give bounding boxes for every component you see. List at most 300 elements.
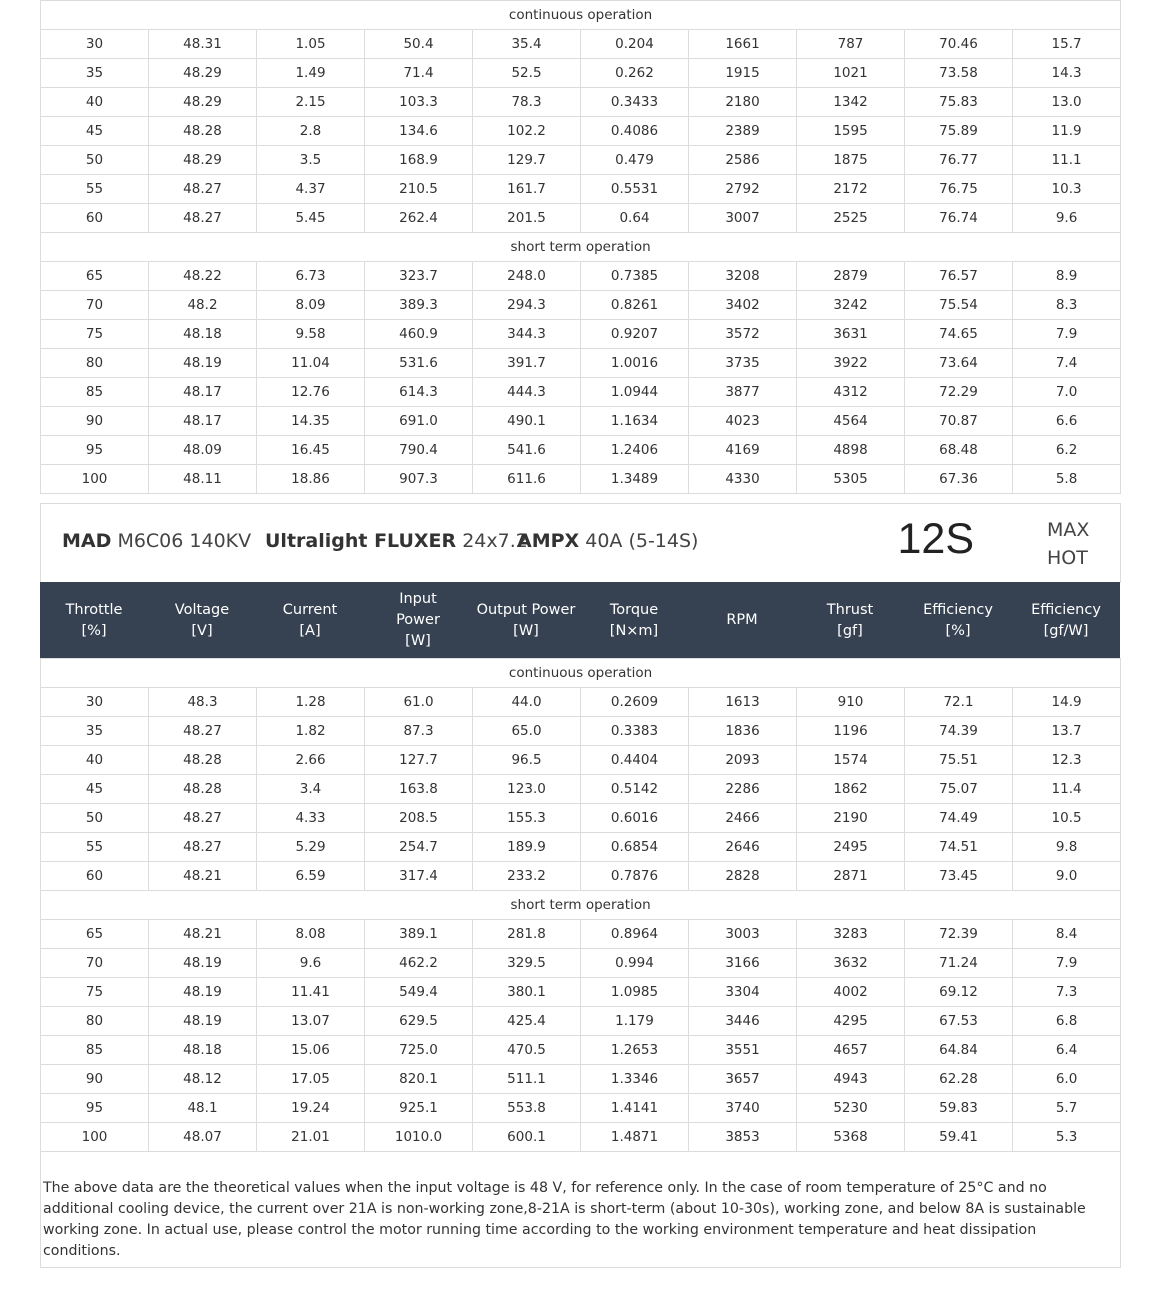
table-cell: 470.5 bbox=[473, 1036, 581, 1065]
table-cell: 7.0 bbox=[1013, 378, 1121, 407]
table-cell: 553.8 bbox=[473, 1094, 581, 1123]
table-cell: 629.5 bbox=[365, 1007, 473, 1036]
table-cell: 0.6854 bbox=[581, 833, 689, 862]
table-cell: 0.4404 bbox=[581, 746, 689, 775]
table-cell: 2466 bbox=[689, 804, 797, 833]
table-row bbox=[41, 833, 1121, 862]
table-cell: 76.57 bbox=[905, 262, 1013, 291]
table-cell: 0.479 bbox=[581, 146, 689, 175]
column-header-line: Current bbox=[282, 601, 338, 618]
column-header-line: Input bbox=[399, 591, 437, 607]
table-cell: 72.39 bbox=[905, 920, 1013, 949]
table-cell: 65 bbox=[41, 920, 149, 949]
table-cell: 163.8 bbox=[365, 775, 473, 804]
table-cell: 14.9 bbox=[1013, 688, 1121, 717]
table-cell: 1.179 bbox=[581, 1007, 689, 1036]
lower-data-table bbox=[40, 658, 1121, 1152]
column-header bbox=[688, 582, 796, 659]
table-cell: 13.07 bbox=[257, 1007, 365, 1036]
table-row bbox=[41, 920, 1121, 949]
table-cell: 11.4 bbox=[1013, 775, 1121, 804]
table-cell: 65 bbox=[41, 262, 149, 291]
note-box bbox=[40, 1152, 1121, 1268]
motor-brand: MAD bbox=[62, 530, 112, 552]
table-cell: 1.4871 bbox=[581, 1123, 689, 1152]
column-header bbox=[904, 582, 1012, 659]
table-cell: 444.3 bbox=[473, 378, 581, 407]
table-cell: 80 bbox=[41, 1007, 149, 1036]
table-row bbox=[41, 30, 1121, 59]
table-cell: 6.0 bbox=[1013, 1065, 1121, 1094]
table-cell: 48.2 bbox=[149, 291, 257, 320]
table-cell: 317.4 bbox=[365, 862, 473, 891]
section-label: short term operation bbox=[41, 233, 1121, 262]
table-cell: 76.74 bbox=[905, 204, 1013, 233]
column-header-line: [%] bbox=[945, 622, 971, 639]
table-cell: 12.76 bbox=[257, 378, 365, 407]
table-cell: 4312 bbox=[797, 378, 905, 407]
column-header bbox=[796, 582, 904, 659]
table-cell: 48.09 bbox=[149, 436, 257, 465]
table-cell: 389.1 bbox=[365, 920, 473, 949]
section-label: continuous operation bbox=[41, 659, 1121, 688]
table-cell: 18.86 bbox=[257, 465, 365, 494]
table-cell: 1574 bbox=[797, 746, 905, 775]
table-cell: 0.7876 bbox=[581, 862, 689, 891]
table-cell: 4295 bbox=[797, 1007, 905, 1036]
section-row bbox=[41, 659, 1121, 688]
upper-data-table bbox=[40, 0, 1121, 494]
table-row bbox=[41, 262, 1121, 291]
table-cell: 134.6 bbox=[365, 117, 473, 146]
table-cell: 73.45 bbox=[905, 862, 1013, 891]
table-cell: 72.1 bbox=[905, 688, 1013, 717]
column-header-line: [gf] bbox=[837, 622, 863, 639]
column-header-line: [N×m] bbox=[609, 622, 659, 639]
table-cell: 50.4 bbox=[365, 30, 473, 59]
table-cell: 11.04 bbox=[257, 349, 365, 378]
table-row bbox=[41, 320, 1121, 349]
table-cell: 13.0 bbox=[1013, 88, 1121, 117]
table-cell: 129.7 bbox=[473, 146, 581, 175]
table-cell: 8.4 bbox=[1013, 920, 1121, 949]
table-cell: 9.0 bbox=[1013, 862, 1121, 891]
propeller-brand: Ultralight FLUXER bbox=[265, 530, 457, 552]
table-row bbox=[41, 804, 1121, 833]
table-cell: 790.4 bbox=[365, 436, 473, 465]
table-cell: 0.8964 bbox=[581, 920, 689, 949]
table-cell: 48.21 bbox=[149, 862, 257, 891]
table-cell: 50 bbox=[41, 804, 149, 833]
table-cell: 72.29 bbox=[905, 378, 1013, 407]
column-header bbox=[472, 582, 580, 659]
table-cell: 1862 bbox=[797, 775, 905, 804]
table-cell: 48.27 bbox=[149, 804, 257, 833]
column-header-row bbox=[40, 582, 1120, 659]
table-cell: 96.5 bbox=[473, 746, 581, 775]
table-cell: 0.7385 bbox=[581, 262, 689, 291]
table-cell: 2190 bbox=[797, 804, 905, 833]
table-cell: 2525 bbox=[797, 204, 905, 233]
table-cell: 1836 bbox=[689, 717, 797, 746]
table-cell: 14.3 bbox=[1013, 59, 1121, 88]
table-cell: 75.89 bbox=[905, 117, 1013, 146]
table-cell: 6.6 bbox=[1013, 407, 1121, 436]
column-header-line: Torque bbox=[609, 601, 659, 618]
table-cell: 60 bbox=[41, 204, 149, 233]
table-cell: 123.0 bbox=[473, 775, 581, 804]
table-cell: 3631 bbox=[797, 320, 905, 349]
table-cell: 2172 bbox=[797, 175, 905, 204]
table-cell: 95 bbox=[41, 1094, 149, 1123]
footnote: The above data are the theoretical values when the input voltage is 48 V, for reference only. In the case of room temperature of 25°C and no additional cooling device, the current over 21A is non-working zone,8-21A is short-term (about 10-30s), working zone, and below 8A is sustainable working zone. In actual use, please control the motor running time according to the working environment temperature and heat dissipation conditions. bbox=[43, 1180, 1086, 1259]
table-cell: 48.3 bbox=[149, 688, 257, 717]
table-row bbox=[41, 204, 1121, 233]
column-header-line: [W] bbox=[405, 633, 431, 649]
table-cell: 1196 bbox=[797, 717, 905, 746]
table-cell: 2871 bbox=[797, 862, 905, 891]
table-cell: 2.66 bbox=[257, 746, 365, 775]
table-cell: 70.87 bbox=[905, 407, 1013, 436]
table-cell: 65.0 bbox=[473, 717, 581, 746]
table-cell: 3740 bbox=[689, 1094, 797, 1123]
table-cell: 48.29 bbox=[149, 59, 257, 88]
table-cell: 17.05 bbox=[257, 1065, 365, 1094]
table-cell: 1875 bbox=[797, 146, 905, 175]
table-cell: 45 bbox=[41, 117, 149, 146]
table-cell: 2495 bbox=[797, 833, 905, 862]
table-cell: 511.1 bbox=[473, 1065, 581, 1094]
table-cell: 9.6 bbox=[257, 949, 365, 978]
table-cell: 62.28 bbox=[905, 1065, 1013, 1094]
table-cell: 16.45 bbox=[257, 436, 365, 465]
table-cell: 8.09 bbox=[257, 291, 365, 320]
table-cell: 44.0 bbox=[473, 688, 581, 717]
table-cell: 6.4 bbox=[1013, 1036, 1121, 1065]
table-cell: 2286 bbox=[689, 775, 797, 804]
table-cell: 9.8 bbox=[1013, 833, 1121, 862]
table-cell: 74.65 bbox=[905, 320, 1013, 349]
table-cell: 40 bbox=[41, 746, 149, 775]
table-row bbox=[41, 746, 1121, 775]
esc-brand: AMPX bbox=[517, 530, 580, 552]
table-cell: 210.5 bbox=[365, 175, 473, 204]
table-cell: 67.53 bbox=[905, 1007, 1013, 1036]
table-cell: 8.08 bbox=[257, 920, 365, 949]
table-row bbox=[41, 59, 1121, 88]
table-cell: 233.2 bbox=[473, 862, 581, 891]
table-cell: 3922 bbox=[797, 349, 905, 378]
table-cell: 3007 bbox=[689, 204, 797, 233]
table-row bbox=[41, 465, 1121, 494]
column-header bbox=[364, 582, 472, 659]
table-cell: 3446 bbox=[689, 1007, 797, 1036]
table-cell: 48.19 bbox=[149, 1007, 257, 1036]
table-cell: 168.9 bbox=[365, 146, 473, 175]
table-cell: 6.2 bbox=[1013, 436, 1121, 465]
table-cell: 2828 bbox=[689, 862, 797, 891]
table-cell: 201.5 bbox=[473, 204, 581, 233]
table-cell: 4330 bbox=[689, 465, 797, 494]
table-cell: 13.7 bbox=[1013, 717, 1121, 746]
column-header-line: [%] bbox=[81, 622, 107, 639]
table-cell: 1661 bbox=[689, 30, 797, 59]
table-cell: 10.5 bbox=[1013, 804, 1121, 833]
table-cell: 48.07 bbox=[149, 1123, 257, 1152]
cell-count: 12S bbox=[897, 515, 974, 563]
table-row bbox=[41, 88, 1121, 117]
propeller-spec bbox=[265, 530, 528, 552]
table-cell: 74.39 bbox=[905, 717, 1013, 746]
table-cell: 2.15 bbox=[257, 88, 365, 117]
table-cell: 380.1 bbox=[473, 978, 581, 1007]
table-row bbox=[41, 949, 1121, 978]
column-header bbox=[1012, 582, 1120, 659]
table-cell: 4169 bbox=[689, 436, 797, 465]
table-cell: 391.7 bbox=[473, 349, 581, 378]
table-cell: 35.4 bbox=[473, 30, 581, 59]
table-cell: 1613 bbox=[689, 688, 797, 717]
table-cell: 48.27 bbox=[149, 204, 257, 233]
table-cell: 549.4 bbox=[365, 978, 473, 1007]
table-cell: 48.27 bbox=[149, 717, 257, 746]
table-cell: 3572 bbox=[689, 320, 797, 349]
table-cell: 0.3383 bbox=[581, 717, 689, 746]
section-label: short term operation bbox=[41, 891, 1121, 920]
table-cell: 3283 bbox=[797, 920, 905, 949]
section-row bbox=[41, 1, 1121, 30]
table-cell: 80 bbox=[41, 349, 149, 378]
table-cell: 30 bbox=[41, 688, 149, 717]
table-cell: 8.3 bbox=[1013, 291, 1121, 320]
table-cell: 48.22 bbox=[149, 262, 257, 291]
table-cell: 3304 bbox=[689, 978, 797, 1007]
table-cell: 35 bbox=[41, 717, 149, 746]
table-cell: 14.35 bbox=[257, 407, 365, 436]
table-cell: 75.54 bbox=[905, 291, 1013, 320]
table-cell: 2093 bbox=[689, 746, 797, 775]
table-cell: 0.6016 bbox=[581, 804, 689, 833]
table-cell: 2646 bbox=[689, 833, 797, 862]
table-cell: 50 bbox=[41, 146, 149, 175]
table-cell: 0.994 bbox=[581, 949, 689, 978]
mode-max: MAX bbox=[1047, 519, 1090, 541]
column-header-line: [W] bbox=[513, 622, 539, 639]
table-row bbox=[41, 378, 1121, 407]
table-cell: 925.1 bbox=[365, 1094, 473, 1123]
table-cell: 19.24 bbox=[257, 1094, 365, 1123]
column-header-line: Thrust bbox=[826, 601, 874, 618]
table-cell: 3003 bbox=[689, 920, 797, 949]
table-cell: 48.18 bbox=[149, 320, 257, 349]
table-cell: 2.8 bbox=[257, 117, 365, 146]
table-cell: 2879 bbox=[797, 262, 905, 291]
table-cell: 600.1 bbox=[473, 1123, 581, 1152]
table-cell: 189.9 bbox=[473, 833, 581, 862]
table-cell: 55 bbox=[41, 833, 149, 862]
table-cell: 73.58 bbox=[905, 59, 1013, 88]
table-cell: 3877 bbox=[689, 378, 797, 407]
table-cell: 1915 bbox=[689, 59, 797, 88]
table-cell: 1.2653 bbox=[581, 1036, 689, 1065]
table-cell: 21.01 bbox=[257, 1123, 365, 1152]
table-row bbox=[41, 1065, 1121, 1094]
table-cell: 161.7 bbox=[473, 175, 581, 204]
table-row bbox=[41, 349, 1121, 378]
table-cell: 103.3 bbox=[365, 88, 473, 117]
table-row bbox=[41, 175, 1121, 204]
table-cell: 4564 bbox=[797, 407, 905, 436]
column-header bbox=[148, 582, 256, 659]
table-cell: 1.49 bbox=[257, 59, 365, 88]
table-cell: 59.83 bbox=[905, 1094, 1013, 1123]
table-cell: 4943 bbox=[797, 1065, 905, 1094]
column-header bbox=[256, 582, 364, 659]
table-cell: 76.75 bbox=[905, 175, 1013, 204]
table-cell: 3208 bbox=[689, 262, 797, 291]
table-cell: 85 bbox=[41, 1036, 149, 1065]
table-cell: 614.3 bbox=[365, 378, 473, 407]
table-cell: 820.1 bbox=[365, 1065, 473, 1094]
table-cell: 48.28 bbox=[149, 117, 257, 146]
table-cell: 55 bbox=[41, 175, 149, 204]
table-cell: 5305 bbox=[797, 465, 905, 494]
table-cell: 3632 bbox=[797, 949, 905, 978]
column-header bbox=[40, 582, 148, 659]
table-cell: 3853 bbox=[689, 1123, 797, 1152]
table-cell: 3551 bbox=[689, 1036, 797, 1065]
table-cell: 0.2609 bbox=[581, 688, 689, 717]
table-cell: 11.41 bbox=[257, 978, 365, 1007]
table-cell: 3735 bbox=[689, 349, 797, 378]
table-cell: 48.19 bbox=[149, 949, 257, 978]
table-cell: 64.84 bbox=[905, 1036, 1013, 1065]
table-cell: 1.28 bbox=[257, 688, 365, 717]
table-cell: 1.1634 bbox=[581, 407, 689, 436]
table-cell: 7.4 bbox=[1013, 349, 1121, 378]
table-row bbox=[41, 1094, 1121, 1123]
table-cell: 323.7 bbox=[365, 262, 473, 291]
section-label: continuous operation bbox=[41, 1, 1121, 30]
table-cell: 2180 bbox=[689, 88, 797, 117]
table-cell: 75.51 bbox=[905, 746, 1013, 775]
table-cell: 2389 bbox=[689, 117, 797, 146]
table-cell: 76.77 bbox=[905, 146, 1013, 175]
table-cell: 6.59 bbox=[257, 862, 365, 891]
table-cell: 0.64 bbox=[581, 204, 689, 233]
table-row bbox=[41, 1007, 1121, 1036]
table-cell: 100 bbox=[41, 465, 149, 494]
table-cell: 7.3 bbox=[1013, 978, 1121, 1007]
table-cell: 48.27 bbox=[149, 175, 257, 204]
table-cell: 75 bbox=[41, 978, 149, 1007]
table-cell: 70 bbox=[41, 291, 149, 320]
table-cell: 67.36 bbox=[905, 465, 1013, 494]
table-cell: 75 bbox=[41, 320, 149, 349]
table-cell: 0.9207 bbox=[581, 320, 689, 349]
table-cell: 155.3 bbox=[473, 804, 581, 833]
table-cell: 3402 bbox=[689, 291, 797, 320]
table-cell: 5.29 bbox=[257, 833, 365, 862]
table-cell: 48.29 bbox=[149, 146, 257, 175]
table-cell: 90 bbox=[41, 1065, 149, 1094]
column-header bbox=[580, 582, 688, 659]
table-cell: 48.11 bbox=[149, 465, 257, 494]
table-cell: 9.58 bbox=[257, 320, 365, 349]
operating-modes bbox=[1047, 516, 1089, 572]
table-cell: 460.9 bbox=[365, 320, 473, 349]
table-cell: 90 bbox=[41, 407, 149, 436]
table-cell: 4.33 bbox=[257, 804, 365, 833]
table-cell: 48.28 bbox=[149, 775, 257, 804]
table-cell: 48.18 bbox=[149, 1036, 257, 1065]
section-row bbox=[41, 233, 1121, 262]
table-cell: 75.83 bbox=[905, 88, 1013, 117]
esc-model: 40A (5-14S) bbox=[585, 530, 699, 552]
table-cell: 48.31 bbox=[149, 30, 257, 59]
table-cell: 61.0 bbox=[365, 688, 473, 717]
table-cell: 0.5531 bbox=[581, 175, 689, 204]
table-cell: 70 bbox=[41, 949, 149, 978]
table-cell: 48.17 bbox=[149, 407, 257, 436]
table-row bbox=[41, 146, 1121, 175]
table-cell: 12.3 bbox=[1013, 746, 1121, 775]
table-cell: 5368 bbox=[797, 1123, 905, 1152]
table-row bbox=[41, 775, 1121, 804]
table-cell: 3.4 bbox=[257, 775, 365, 804]
table-cell: 2792 bbox=[689, 175, 797, 204]
table-cell: 1.3346 bbox=[581, 1065, 689, 1094]
table-cell: 75.07 bbox=[905, 775, 1013, 804]
table-cell: 74.49 bbox=[905, 804, 1013, 833]
table-row bbox=[41, 407, 1121, 436]
table-cell: 3657 bbox=[689, 1065, 797, 1094]
table-cell: 6.73 bbox=[257, 262, 365, 291]
table-cell: 0.4086 bbox=[581, 117, 689, 146]
table-cell: 910 bbox=[797, 688, 905, 717]
table-cell: 60 bbox=[41, 862, 149, 891]
table-cell: 462.2 bbox=[365, 949, 473, 978]
table-cell: 4002 bbox=[797, 978, 905, 1007]
table-cell: 787 bbox=[797, 30, 905, 59]
table-cell: 0.204 bbox=[581, 30, 689, 59]
table-cell: 59.41 bbox=[905, 1123, 1013, 1152]
table-cell: 1595 bbox=[797, 117, 905, 146]
table-cell: 531.6 bbox=[365, 349, 473, 378]
table-cell: 1.4141 bbox=[581, 1094, 689, 1123]
table-cell: 0.5142 bbox=[581, 775, 689, 804]
table-cell: 254.7 bbox=[365, 833, 473, 862]
table-cell: 1342 bbox=[797, 88, 905, 117]
table-cell: 71.4 bbox=[365, 59, 473, 88]
table-cell: 9.6 bbox=[1013, 204, 1121, 233]
table-cell: 389.3 bbox=[365, 291, 473, 320]
table-cell: 73.64 bbox=[905, 349, 1013, 378]
table-cell: 15.06 bbox=[257, 1036, 365, 1065]
table-cell: 127.7 bbox=[365, 746, 473, 775]
table-row bbox=[41, 688, 1121, 717]
table-cell: 35 bbox=[41, 59, 149, 88]
table-cell: 5.8 bbox=[1013, 465, 1121, 494]
table-cell: 1.82 bbox=[257, 717, 365, 746]
table-cell: 48.12 bbox=[149, 1065, 257, 1094]
table-cell: 69.12 bbox=[905, 978, 1013, 1007]
config-header bbox=[40, 503, 1121, 583]
table-cell: 100 bbox=[41, 1123, 149, 1152]
table-cell: 611.6 bbox=[473, 465, 581, 494]
table-cell: 48.19 bbox=[149, 978, 257, 1007]
table-cell: 907.3 bbox=[365, 465, 473, 494]
